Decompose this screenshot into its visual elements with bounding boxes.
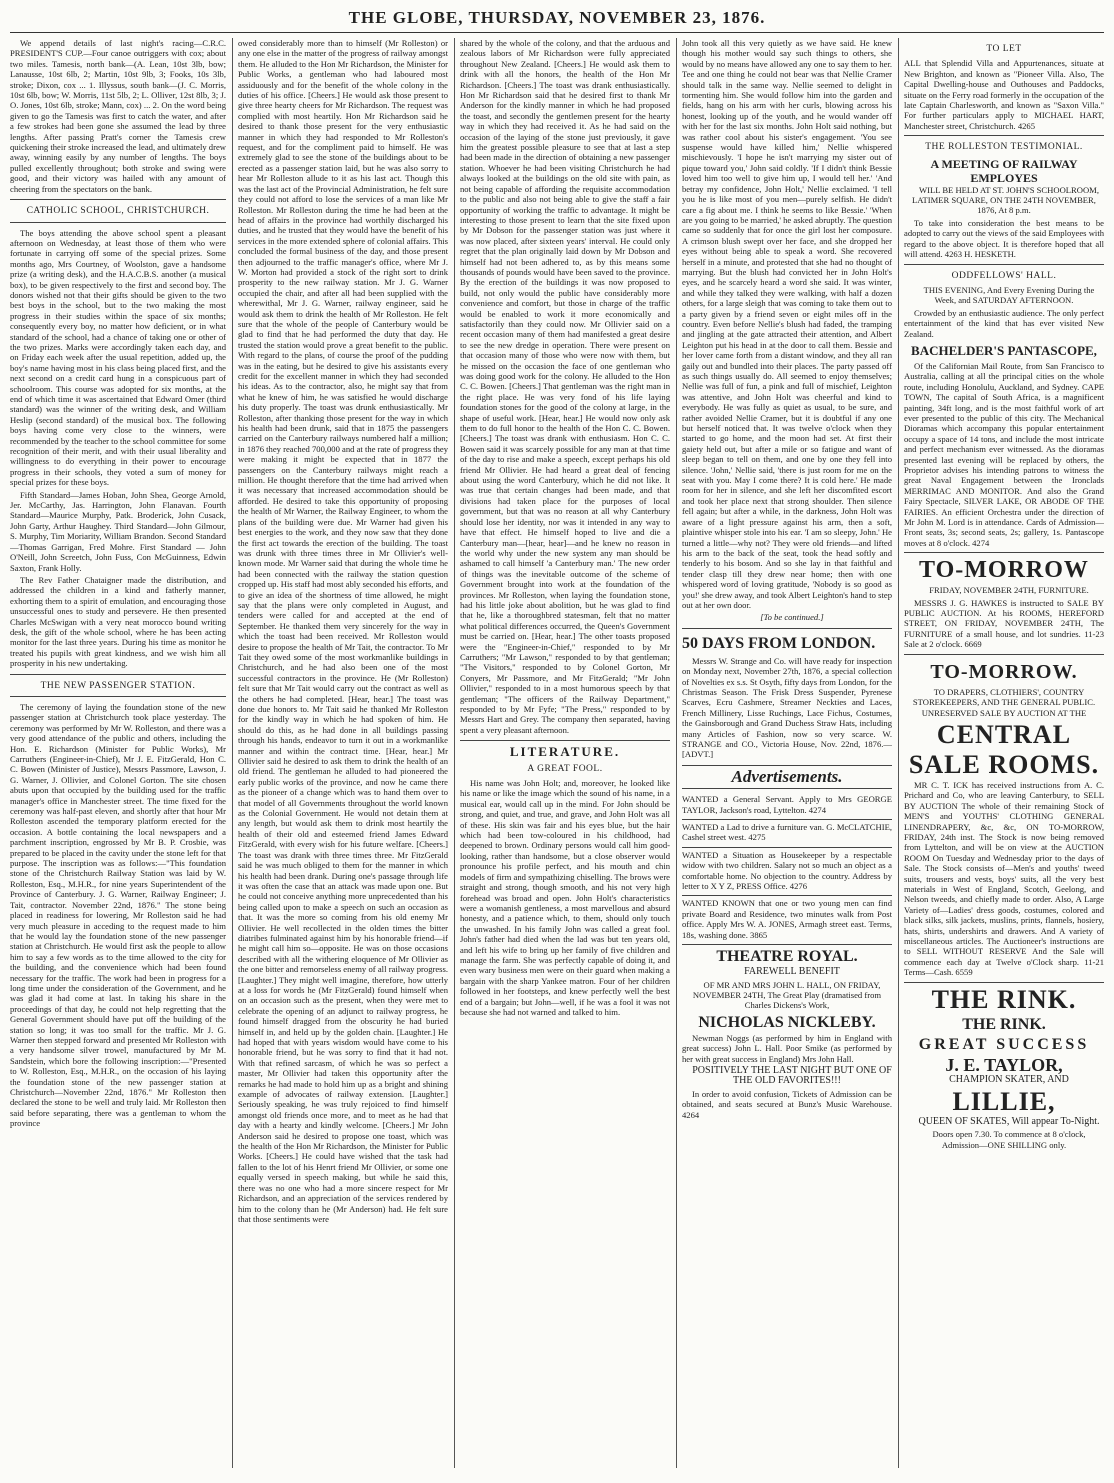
tomorrow-heading: TO-MORROW [919, 557, 1089, 584]
section-heading: THE NEW PASSENGER STATION. [40, 680, 196, 691]
to-let-text: ALL that Splendid Villa and Appurtenances, situate at New Brighton, and known as "Pioneer Villa. Also, The Capital Dwelling-house and Outhouses and Paddocks, situate on the Ferry road formerly in the occupation of the late Captain Charlesworth, and known as "Saxon Villa." For further particulars apply to MICHAEL HART, Manchester street, Christchurch. 4265 [904, 58, 1104, 136]
testimonial-heading: THE ROLLESTON TESTIMONIAL. [925, 142, 1083, 153]
masthead: THE GLOBE, THURSDAY, NOVEMBER 23, 1876. [348, 8, 766, 27]
masthead-rule [10, 32, 1104, 33]
literature-heading: LITERATURE. [509, 744, 621, 760]
column-2 [238, 38, 448, 1473]
rink-title: THE RINK. [931, 984, 1077, 1014]
want-ad: WANTED KNOWN that one or two young men can find private Board and Residence, two minutes walk from Post office. Apply Mrs W. A. JONES, Armagh street east. Terms, 18s, washing done. 3865 [682, 898, 892, 945]
rink-doors: Doors open 7.30. To commence at 8 o'clock, Admission—ONE SHILLING only. [932, 1129, 1086, 1150]
theatre-benefit: FAREWELL BENEFIT [744, 966, 840, 978]
tomorrow-heading-2: TO-MORROW. [930, 660, 1078, 683]
testimonial-meeting: A MEETING OF RAILWAY EMPLOYES [930, 156, 1078, 185]
story-text-cont: John took all this very quietly as we have said. He knew though his mother would say such things to others, she would by no means have allowed any one to say them to her. Tee and one thing he could not bear was that Nellie Cramer should talk in the same way. Nellie seemed to delight in tormenting him. She would follow him into the garden and fields, hang on his arm with her curls, blowing across his honest, looking up of the youth, and he would wander off with her for the last six months. John Holt said nothing, but was rather cool about his sister's engagement. 'You see suspense would have killed him,' Nellie whispered mischievously. 'I hope he isn't marrying my sister out of pique toward you,' John said coldly. 'If I didn't think Bessie loved him too well to give him up, I would tell her.' 'And betray my confidence, John Holt,' Nellie exclaimed. 'I tell you he is like most of you men—purely selfish. He didn't care a fig about me. I think he seems to like Bessie.' 'When are you going to be married,' he asked abruptly. The question came so suddenly that for once the girl lost her composure. A crimson blush swept over her face, and she dropped her eyes without being able to speak a word. She recovered herself in a minute, and protested that she had no thought of marrying. But the blush had convicted her in John Holt's eyes, and he scarcely heard a word she said. It was winter, and while they talked they were walking, with half a dozen others, for a large sleigh that was coming to take them out to a party given by a friend seven or eight miles off in the country. Even before Nellie's blush had faded, the tramping and jingling at the gate attracted their attention, and Albert Leighton put his head in at the door to call them. Bessie and her lover came forth from a distant window, and they all ran gaily out and bundled into their places. The party passed off as such things usually do. All seemed to enjoy themselves; Nellie was full of fun, a pink and full of mischief, Leighton was attentive, and John Holt was cheerful and kind to everybody. He was fully as quiet as usual, to be sure, and rather avoided Nellie Cramer, but it is doubtful if any one but herself noticed that. It was twelve o'clock when they started to go home, and the moon had set. At first their gaiety held out, but after a mile or so fatigue and want of sleep began to tell on them, and one by one they fell into silence. 'John,' Nellie said, 'there is just room for me on the seat with you. May I come there? It is cold here.' He made room for her in silence, and she left her discomfited escort and took her place next that strong shoulder. Then silence fell again; but after a while, in the darkness, John Holt was aware of a light pressure against his arm, then a soft, plaintive whisper stole into his ear. 'I am so sleepy, John.' He turned a little—why not? They were old friends—and lifted his arm to the back of the seat, took the head softly and tenderly to his bosom. And so she lay in that faithful and tender clasp till they drew near home; then with one whispered word of loving gratitude, 'Nobody is so good as you!' she drew away, and took Albert Leighton's hand to step out at her own door. [682, 38, 892, 610]
column-divider [232, 38, 233, 1468]
theatre-play: NICHOLAS NICKLEBY. [698, 1013, 876, 1031]
hawkes-auction: MESSRS J. G. HAWKES is instructed to SALE BY PUBLIC AUCTION. At his ROOMS, HEREFORD STREET, ON FRIDAY, NOVEMBER 24TH, The FURNITURE of a small house, and lot sundries. 11-23 Sale at 2 o'clock. 6669 [904, 598, 1104, 655]
rink-taylor: J. E. TAYLOR, [945, 1054, 1063, 1075]
tomorrow-date: FRIDAY, NOVEMBER 24TH, FURNITURE. [929, 585, 1089, 596]
ad-50-days-text: Messrs W. Strange and Co. will have ready for inspection on Monday next, November 27th, 1876, a special collection of Novelties ex s.s. St Osyth, fifty days from London, for the Christmas Season. The Frisk Dress Suspender, Pyrenese Scarves, Ecru Cashmere, Streamer Neckties and Laces, French Millinery, Lisse Ruchings, Lace Fichus, Costumes, the Gainsborough and Grand Duchess Straw Hats, including many Articles of Fashion, now so very scarce. W. STRANGE and CO., Victoria House, Nov. 22nd, 1876.—[ADVT.] [682, 655, 892, 760]
oddfellows-heading: ODDFELLOWS' HALL. [951, 270, 1057, 281]
drapers-notice: TO DRAPERS, CLOTHIERS', COUNTRY STOREKEEPERS, AND THE GENERAL PUBLIC. UNRESERVED SALE BY AUCTION AT THE [912, 686, 1096, 718]
theatre-cast: Newman Noggs (as performed by him in England with great success) John L. Hall. Poor Smike (as performed by her with great success in England) Mrs John Hall. [682, 1032, 892, 1064]
column-4 [682, 38, 892, 1473]
rink-champion: CHAMPION SKATER, AND [949, 1073, 1069, 1085]
school-article: The boys attending the above school spent a pleasant afternoon on Wednesday, at least those of them who were fortunate in carrying off some of the special prizes. Some months ago, Mrs Courtney, of Woolston, gave a handsome prize (a writing desk), and the H.A.C.B.S. another (a musical box), to be given respectively to the first and second boy. The donors wished not that their gifts should be given to the two best boys in the school, but to the two making the most progress in their studies within the space of six months; consequently every boy, no matter how deficient, or in what standard of the school, had a chance of taking one or other of the two prizes. Marks were accordingly taken each day, and on Friday each week after the usual repetition, added up, the boy's name having most in his class being placed first, and the next second on a credit card hung in a conspicuous part of schoolroom. This course was adopted for six months, at the end of which time it was ascertained that Edward Omer (third standard) was the winner of the writing desk, and William Heslip (second standard) of the musical box. The following boys having come very close to the winners, were recommended by the teacher to the school committee for some recognition of their merit, and with their usual liberality and willingness to do everything in their power to encourage progress in their schools, they voted a sum of money for special prizes for these boys. [10, 227, 226, 488]
central-sale-rooms: CENTRAL SALE ROOMS. [908, 719, 1100, 779]
column-divider [898, 38, 899, 1468]
oddfellows-times: THIS EVENING, And Every Evening During the Week, and SATURDAY AFTERNOON. [923, 284, 1095, 306]
theatre-tickets: In order to avoid confusion, Tickets of Admission can be obtained, and seats secured at Bunz's Music Warehouse. 4264 [682, 1088, 892, 1120]
column-1 [10, 38, 226, 1473]
pantascope-title: BACHELDER'S PANTASCOPE, [911, 342, 1097, 358]
station-article: The ceremony of laying the foundation stone of the new passenger station at Christchurch took place yesterday. The ceremony was performed by Mr W. Rolleston, and there was a very good attendance of the public and others, including the Hon. E. Richardson (Minister for Public Works), Mr Carruthers (Engineer-in-Chief), Mr J. E. FitzGerald, Hon C. C. Bowen (Minister of Justice), Messrs Passmore, Lawson, J. G. Warner, J. Ollivier, and Colonel Gorton. The site chosen abuts upon that occupied by the building used for the traffic manager's office in Manchester street. The time fixed for the ceremony was half-past eleven, and shortly after that hour Mr Rolleston ascended the temporary platform erected for the occasion. A bottle containing the local newspapers and a parchment inscription, engrossed by Mr B. P. Crosbie, was prepared to be placed in the cavity under the stone left for that purpose. The inscription was as follows:—"This foundation stone of the Christchurch Railway Station was laid by W. Rolleston, Esq., M.H.R., for nine years Superintendent of the Province of Canterbury. J. G. Warner, Railway Engineer; J. Tait, contractor. November 22nd, 1876." The stone being placed in readiness for lowering, Mr Rolleston said he had very much pleasure in acceding to the request made to him that he would lay the foundation stone of the new passenger station at Christchurch. He would first ask the people to allow him to say a few words as to the time allowed to the city for the building, and the convenience which had been found necessary for the traffic. The work had been in progress for a long time under the consideration of the Government, and he was glad it had come at last. In taking his share in the proceedings of that day, he could not help regretting that the General Government should have put off the building of the station so long; it was too small for the traffic. Mr J. G. Warner then stepped forward and presented Mr Rolleston with a very handsome silver trowel, manufactured by Mr M. Sandstein, which bore the following inscription:—"Presented to W. Rolleston, Esq., M.H.R., on the occasion of his laying the foundation stone of the new passenger station at Christchurch—November 22nd, 1876." Mr Rolleston then declared the stone to be well and truly laid. Mr Rolleston then said before separating, there was a gentleman to whom the province [10, 701, 226, 1129]
rink-success: GREAT SUCCESS [918, 1035, 1090, 1053]
column-3 [460, 38, 670, 1473]
want-ad: WANTED a Situation as Housekeeper by a respectable widow with two children. Salary not so much an object as a comfortable home. No objection to the country. Address by letter to X Y Z, PRESS Office. 4276 [682, 850, 892, 897]
rink-subtitle: THE RINK. [962, 1015, 1046, 1033]
want-ad: WANTED a General Servant. Apply to Mrs GEORGE TAYLOR, Jackson's road, Lyttelton. 4274 [682, 794, 892, 820]
want-ad: WANTED a Lad to drive a furniture van. G. McCLATCHIE, Cashel street west. 4275 [682, 822, 892, 848]
column-divider [454, 38, 455, 1468]
station-article-cont: owed considerably more than to himself (Mr Rolleston) or any one else in the matter of the progress of railway amongst them. He alluded to the Hon Mr Richardson, the Minister for Public Works, a gentleman who had laboured most assiduously and for the benefit of the whole colony in the duties of his office. [Cheers.] He would ask those present to give three hearty cheers for Mr Richardson. The request was complied with most heartily. Hon Mr Richardson said he desired to thank those present for the very enthusiastic manner in which they had responded to Mr Rolleston's request, and for the compliment paid to himself. He was extremely glad to see the stone of the buildings about to be erected as a passenger station laid, but he was also sorry to hear Mr Rolleston allude to it as his last act. Though this was the last act of the Provincial Administration, he felt sure they could not afford to lose the services of a man like Mr Rolleston. Mr Rolleston during the time he had been at the head of affairs in the province had worthily discharged his duties, and he trusted that they would have the benefit of his services in the more extended sphere of colonial affairs. This concluded the formal business of the day, and those present then adjourned to the traffic manager's office, where Mr J. W. Morton had provided a stock of the right sort to drink prosperity to the new railway station. Mr J. G. Warner occupied the chair, and after all had been supplied with the wherewithal, Mr J. G. Warner, railway engineer, said he would ask them to drink the health of Mr Rolleston. He felt sure that the whole of the people of Canterbury would be glad to find that he had performed the duty that day. He trusted the station would prove a great benefit to the public. With regard to the plans, of course the proof of the pudding was in the eating, but he desired to give his assistants every credit for the excellent manner in which they had seconded his ideas. As to the contractor, also, he might say that from what he knew of him, he was satisfied he would discharge his duty properly. The toast was drunk enthusiastically. Mr Rolleston, after thanking those present for the way in which his health had been drunk, said that in 1875 the passengers carried on the Canterbury railways numbered half a million; in 1876 they reached 700,000 and at the rate of progress they were making it might be expected that in 1877 the passengers on the Canterbury railways might reach a million. He thought therefore that the time had arrived when it was necessary that increased accommodation should be afforded. He desired to take this opportunity of proposing the health of Mr Warner, the Railway Engineer, to whom the plans of the building were due. Mr Warner had given his best energies to the work, and they now saw that they done the first act towards the erection of the building. The toast was drunk with three times three in Mr Ollivier's well-known mode. Mr Warner said that during the whole time he had been connected with the railway the station question cropped up. His staff had most ably seconded his efforts, and to give an idea of the shortness of time allowed, he might say that the plans were only completed in August, and tenders were called for and accepted at the end of September. He thanked them very sincerely for the way in which the toast had been received. Mr Rolleston would desire to propose the health of Mr Tait, the contractor. To Mr Tait they owed some of the most workmanlike buildings in Christchurch, and he had also been one of the most successful contractors in the province. He (Mr Rolleston) felt sure that Mr Tait would carry out the contract as well as the others he had completed. [Hear, hear.] The toast was done due honors to. Mr Tait said he thanked Mr Rolleston for the kindly way in which he had spoken of him. He should do this, as he had done in all buildings passing through his hands, endeavor to turn it out in a workmanlike manner and within the contract time. [Hear, hear.] Mr Ollivier said he desired to ask them to drink the health of an old friend. The gentleman he alluded to had pioneered the early public works of the province, and now he came there as the pioneer of a change which was to hand them over to that model of all Governments throughout the world known as the Colonial Government. He would not detain them at any length, but would ask them to drink most heartily the health of their old and esteemed friend James Edward FitzGerald, with every wish for his future welfare. [Cheers.] The toast was drank with three times three. Mr FitzGerald said he was much obliged to them for the manner in which his health had been drank. During one's passage through life it was often the case that an attack was made upon one. But he could not conceive anything more unprecedented than his being called upon to make a speech on such an occasion as that. It was the more so coming from his old enemy Mr Ollivier. He well recollected in the olden times the bitter diatribes fulminated against him by his honorable friend—if he might call him so—opposite. He was on those occasions described with all the withering eloquence of Mr Ollivier as the one bitter and remorseless enemy of all railway progress. [Laughter.] They might well imagine, therefore, how utterly at a loss for words he (Mr FitzGerald) found himself when on an occasion such as the present, when they were met to celebrate the opening of an adjunct to railway progress, he found himself dragged from the obscurity he had buried himself in, and held up by the golden chain. [Laughter.] He had hoped that with years wisdom would have come to his honorable friend, but he was sorry to find that it had not. With that refined sarcasm, of which he was so perfect a master, Mr Ollivier had taken this opportunity after the remarks he had made to hold him up as a bright and shining example of advocates of railway extension. [Laughter.] Seriously speaking, he was truly rejoiced to find himself amongst old friends once more, and to meet as he had that day with a hearty and kindly welcome. [Cheers.] Mr John Anderson said he desired to propose one toast, which was the health of the Hon Mr Richardson, the Minister for Public Works. [Cheers.] He could have wished that the task had fallen to the lot of his Henrt friend Mr Ollivier, or some one equally versed in speech making, but while he said this, there was no one who had a more sincere respect for Mr Richardson, and an appreciation of the services rendered by him to the colony than he (Mr Anderson) had. He felt sure that those sentiments were [238, 38, 448, 1224]
school-standards: Fifth Standard—James Hoban, John Shea, George Arnold, Jer. McCarthy, Jas. Harrington, John Flanavan. Fourth Standard—Maurice Murphy, Patk. Broderick, John Cusack, John Garty, Arthur Haughey. Third Standard—John Gilmour, S. Murphy, Tim Moriarity, William Brandon. Second Standard—Thomas Garrigan, Fred Mohre. First Standard — John O'Neill, John Screetch, John Fuss, Con McGuinness, Edwin Saxton, Frank Holly. [10, 489, 226, 573]
advertisements-heading: Advertisements. [731, 766, 843, 786]
pantascope-text: Of the Californian Mail Route, from San Francisco to Australia, calling at all the principal cities on the whole route, including Honolulu, Auckland, and Sydney. CAPE TOWN, The capital of South Africa, is a magnificent painting, 34ft long, and is the most faithful work of art ever presented to the public of this city. The Mechanical Dioramas which accompany this popular entertainment occupy a space of 14 tons, and include the most intricate and perfect mechanism ever witnessed. As the dioramas presented last evening will be replaced by others, the Proprietor advises his intending patrons to witness the great Naval Engagement between the Ironclads MERRIMAC AND MONITOR. And also the Grand Fairy Spectacle, SILVER LAKE, OR ABODE OF THE FAIRIES. An efficient Orchestra under the direction of Mr John M. Lord is in attendance. Cards of Admission—Front seats, 3s; second seats, 2s; gallery, 1s. Pantascope moves at 8 o'clock. 4274 [904, 361, 1104, 553]
testimonial-text: To take into consideration the best means to be adopted to carry out the views of the said Employees with regard to the above object. It is therefore hoped that all will attend. 4263 H. HESKETH. [904, 218, 1104, 265]
testimonial-venue: WILL BE HELD AT ST. JOHN'S SCHOOLROOM, LATIMER SQUARE, ON THE 24TH NOVEMBER, 1876, At 8 p.m. [912, 184, 1099, 216]
ad-50-days: 50 DAYS FROM LONDON. [682, 634, 876, 652]
racing-report: We append details of last night's racing—C.R.C. PRESIDENT'S CUP.—Four canoe outriggers with cox; about two miles. Tamesis, north bank—(A. Lean, 10st 3lb, bow; Lanausse, 10st 6lb, 2; Martin, 10st 9lb, 3; Fooks, 10s 3lb, stroke; Dixon, cox ... 1. Illyssus, south bank—(J. C. Morris, 10st 6lb, bow; W. Morris, 11st 5lb, 2; L. Olliver, 12st 8lb, 3; J. O. Jones, 10st 6lb, stroke; Mann, cox) ... 2. On the word being given to go the Tamesis was first to catch the water, and after a few strokes had been gone she assumed the lead by three lengths. After passing Pratt's corner the Tamesis crew quickening their stroke increased the lead, and ultimately drew away, winning easily by any number of lengths. The boys pulled excellently throughout; both stroke and swing were good, and their victory was hailed with any amount of cheering from the spectators on the bank. [10, 38, 226, 194]
ick-auction: MR C. T. ICK has received instructions from A. C. Prichard and Co, who are leaving Canterbury, to SELL BY AUCTION The whole of their remaining Stock of MEN'S and YOUTHS' CLOTHING GENERAL LINENDRAPERY, &c, &c, ON TO-MORROW, FRIDAY, 24th inst. The Stock is now being removed from Lyttelton, and will be on view at the AUCTION ROOM On Tuesday and Wednesday prior to the days of Sale. The Stock consists of—Men's and youths' tweed suits, trousers and vests, boys' suits, all the very best materials in West of England, Scotch, Geelong, and Nelson tweeds, and chiefly made to order. Also, A Large Variety of—Ladies' dress goods, costumes, colored and black silks, silk jackets, muslins, prints, flannels, hosiery, hats, shirts, undershirts and drawers. And A variety of miscellaneous articles. The Auctioneer's instructions are to SELL WITHOUT RESERVE And the Sale will commence each day at Twelve o'Clock sharp. 11-21 Terms—Cash. 6559 [904, 780, 1104, 983]
school-article-cont: The Rev Father Chataigner made the distribution, and addressed the children in a kind and fatherly manner, exhorting them to a spirit of emulation, and encouraging those unsuccessful ones to study and persevere. He then presented Charles McSwigan with a very neat morocco bound writing desk, the gift of the whole school, where he has been acting monitor for the last three years. During his time as monitor he treated his pupils with great kindness, and we wish him all prosperity in his new undertaking. [10, 574, 226, 669]
column-divider [676, 38, 677, 1468]
rink-queen: QUEEN OF SKATES, Will appear To-Night. [918, 1116, 1100, 1128]
theatre-notice: POSITIVELY THE LAST NIGHT BUT ONE OF THE OLD FAVORITES!!! [692, 1064, 892, 1087]
oddfellows-crowd: Crowded by an enthusiastic audience. The only perfect entertainment of the kind that has ever visited New Zealand. [904, 307, 1104, 339]
story-text: His name was John Holt; and, moreover, he looked like his name or like the image which the sound of his name, in a musical ear, would call up in the mind. For John should be strong, and quiet, and true, and grave, and John Holt was all of these. His skin was fair and his eyes blue, but the hair which had been tow-coloured in his childhood, had deepened to brown. Ordinary persons would call him good-looking, rather than handsome, but a close observer would pronounce his profile perfect, and his mouth and chin models of firm and sympathizing chiselling. The brows were straight and strong, though smooth, and his not very high forehead was broad and open. John Holt's characteristics were a womanish gentleness, a most marvellous and absurd honesty, and a patience which, to them, should only touch the unwashed. In his family John was called a great fool. John's father had died when the lad was but ten years old, and left his wife to bring up her family of five children and manage the farm. She was perfectly capable of doing it, and even wary business men were on their guard when making a bargain with the sharp Yankee matron. Four of her children followed in her footsteps, and knew perfectly well the best end of a bargain; but John—well, if he was a fool it was not because she had not warned and talked to him. [460, 778, 670, 1017]
to-be-continued: [To be continued.] [760, 612, 824, 623]
to-let-heading: TO LET [986, 44, 1022, 54]
column-5 [904, 38, 1104, 1473]
story-title: A GREAT FOOL. [527, 763, 603, 774]
station-article-end: shared by the whole of the colony, and that the arduous and zealous labors of Mr Richardson were fully appreciated throughout New Zealand. [Cheers.] He would ask them to drink with all the honors, the health of the Hon Mr Richardson. [Cheers.] The toast was drank enthusiastically. Hon Mr Richardson said that he desired first to thank Mr Anderson for the kindly manner in which he had proposed the toast, and secondly the gentlemen present for the hearty way in which they had received it. As he had said on the occasion of the laying of the stone just previously, it gave him the greatest possible pleasure to see that at last a step had been made in the direction of obtaining a new passenger station. Whoever he had been visiting Christchurch he had always looked at the buildings on the old site with pain, as not being capable of affording the requisite accommodation to the public and also not being able to give the staff a fair opportunity of working the traffic to advantage. It might be interesting to those present to learn that the site fixed upon by Mr Dobson for the passenger station was just where it was now placed, after sixteen years' interval. He could only regret that the plan originally laid down by Mr Dobson and himself had not been adhered to, as by this means some thousands of pounds would have been saved to the province. By the erection of the buildings it was now proposed to build, not only would the public have considerably more convenience and comfort, but those in charge of the traffic would be enabled to work it more economically and satisfactorily than they could now. Mr Ollivier said on a recent occasion many of them had manifested a great desire to see the new dredge in operation. There were present on that occasion many of those who were now with them, but he missed on the occasion the face of one gentleman who was doing good work for the colony. He alluded to the Hon C. C. Bowen. [Cheers.] That gentleman was the right man in the right place. He was very fond of his life laying foundation stones for the good of the colony at large, in the shape of useful work. [Hear, hear.] He would now only ask them to do full honor to the health of the Hon C. C. Bowen. [Cheers.] The toast was drank with enthusiasm. Hon C. C. Bowen said it was scarcely possible for any man at that time of the day to rise and make a speech, except perhaps his old friend Mr Ollivier. He had heard a great deal of fencing about using the word Canterbury, which he did not like. It was true that certain changes had been made, and that divisions had taken place for the purposes of local government, but that was no reason at all why Canterbury should lose her identity, nor was it intended in any way to have that effect. He himself hoped to live and die a Canterbury man—[hear, hear]—and he knew no reason in the world why under the new system any man should be ashamed to call himself 'a Canterbury man.' The new order of things was the inevitable outcome of the scheme of Government brought into work at the foundation of the provinces. Mr Rolleston, when laying the foundation stone, had his little joke about abolition, but he was glad to find that he, like a thoroughbred statesman, felt that no matter what political differences occurred, the Queen's Government must be carried on. [Hear, hear.] The other toasts proposed were the "Engineer-in-Chief," responded to by Mr Carruthers; "Mr Lawson," responded to by that gentleman; "The Visitors," responded to by Colonel Gorton, Mr Conyers, Mr Passmore, and Mr FitzGerald; "Mr John Ollivier," responded to in a most humorous speech by that gentleman; "The officers of the Railway Department," responded to by Mr Fyfe; "The Press," responded to by Messrs Hart and Grey. The company then separated, having spent a very pleasant afternoon. [460, 38, 670, 735]
rink-lillie: LILLIE, [952, 1087, 1056, 1117]
section-heading: CATHOLIC SCHOOL, CHRISTCHURCH. [26, 206, 210, 217]
theatre-title: THEATRE ROYAL. [716, 948, 858, 966]
theatre-info: OF MR AND MRS JOHN L. HALL, ON FRIDAY, NOVEMBER 24TH, The Great Play (dramatised from Charles Dickens's Work, [692, 979, 882, 1011]
